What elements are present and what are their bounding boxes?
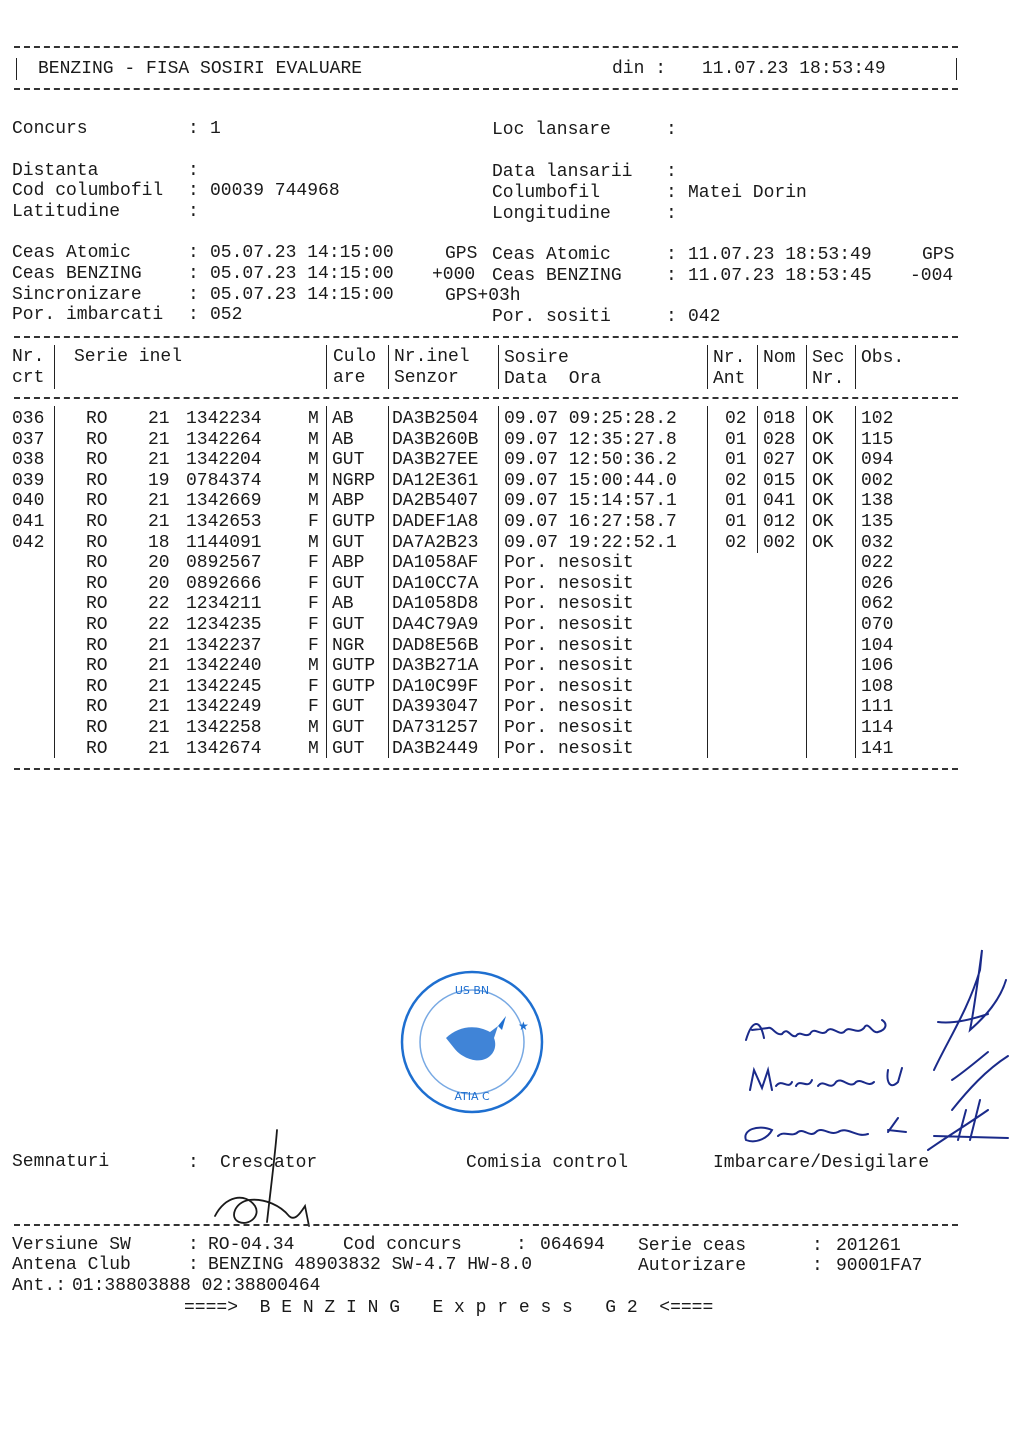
row-sex: M	[308, 718, 319, 738]
row-color: ABP	[332, 491, 365, 512]
columbofil-value: Matei Dorin	[688, 183, 807, 203]
col-sec-header-2: Nr.	[812, 369, 845, 389]
row-year: 21	[148, 676, 170, 697]
imbarcati-value: 052	[210, 305, 243, 325]
commission-signatures	[738, 940, 1018, 1170]
sositi-sep: :	[666, 307, 677, 327]
row-sosire: 09.07 15:14:57.1	[504, 491, 677, 512]
table-row	[0, 512, 1024, 533]
row-sensor: DA393047	[392, 697, 479, 718]
row-color: GUT	[332, 573, 365, 594]
row-sosire: Por. nesosit	[504, 594, 634, 615]
row-year: 21	[148, 738, 170, 759]
row-sensor: DA3B2504	[392, 409, 479, 429]
row-color: AB	[332, 409, 354, 429]
row-year: 18	[148, 532, 170, 553]
row-year: 21	[148, 491, 170, 512]
row-ring: 0784374	[186, 470, 262, 491]
table-row	[0, 677, 1024, 698]
ceas-atomic-label: Ceas Atomic	[12, 243, 131, 263]
distanta-sep: :	[188, 161, 199, 181]
row-sex: M	[308, 532, 319, 553]
row-sex: M	[308, 656, 319, 677]
row-sensor: DA3B27EE	[392, 450, 479, 471]
row-country: RO	[86, 470, 108, 491]
hdr-sep-1	[54, 345, 55, 389]
ceas-benzing-start-suffix: +000	[432, 265, 476, 285]
table-row	[0, 697, 1024, 718]
report-timestamp: 11.07.23 18:53:49	[702, 59, 886, 79]
row-obs: 070	[861, 615, 894, 635]
row-ring: 0892666	[186, 573, 262, 594]
association-stamp	[398, 968, 546, 1116]
sincronizare-suffix: GPS+03h	[445, 286, 521, 306]
row-sosire: Por. nesosit	[504, 615, 634, 635]
row-obs: 115	[861, 429, 894, 450]
table-row	[0, 471, 1024, 492]
row-sec: OK	[812, 512, 834, 532]
row-ring: 1234211	[186, 594, 262, 615]
antena-label: Antena Club	[12, 1255, 131, 1275]
row-sosire: Por. nesosit	[504, 697, 634, 718]
row-sec: OK	[812, 429, 834, 450]
table-row	[0, 409, 1024, 430]
row-country: RO	[86, 656, 108, 677]
header-right-bar	[956, 58, 957, 80]
row-sec: OK	[812, 491, 834, 512]
row-country: RO	[86, 450, 108, 471]
row-country: RO	[86, 635, 108, 656]
latitudine-label: Latitudine	[12, 202, 121, 222]
col-sec-header: Sec	[812, 348, 845, 368]
row-sex: M	[308, 470, 319, 491]
table-header-rule	[14, 397, 958, 399]
data-lansarii-label: Data lansarii	[492, 162, 633, 182]
col-culoare-header-2: are	[333, 368, 366, 388]
row-nr: 038	[12, 450, 45, 471]
row-sex: F	[308, 553, 319, 574]
row-obs: 114	[861, 718, 894, 738]
row-country: RO	[86, 532, 108, 553]
col-nrinel-header-2: Senzor	[394, 368, 459, 388]
benzing-express-banner: ====> B E N Z I N G E x p r e s s G 2 <====	[184, 1298, 714, 1318]
table-row	[0, 533, 1024, 554]
ceas-atomic-end: 11.07.23 18:53:49	[688, 245, 872, 265]
columbofil-sep: :	[666, 183, 677, 203]
row-sensor: DA12E361	[392, 470, 479, 491]
table-row	[0, 491, 1024, 512]
hdr-sep-6	[757, 345, 758, 389]
row-year: 21	[148, 450, 170, 471]
row-year: 22	[148, 615, 170, 635]
row-ring: 1144091	[186, 532, 262, 553]
table-row	[0, 615, 1024, 636]
concurs-sep: :	[188, 119, 199, 139]
row-sosire: 09.07 16:27:58.7	[504, 512, 677, 532]
row-obs: 138	[861, 491, 894, 512]
row-sosire: Por. nesosit	[504, 676, 634, 697]
table-row	[0, 430, 1024, 451]
row-ring: 1342249	[186, 697, 262, 718]
row-ant: 01	[725, 491, 747, 512]
row-obs: 022	[861, 553, 894, 574]
hdr-sep-2	[326, 345, 327, 389]
versiune-value: RO-04.34	[208, 1235, 295, 1255]
row-sensor: DA10CC7A	[392, 573, 479, 594]
row-nr: 042	[12, 532, 45, 553]
ceas-atomic-end-suffix: GPS	[922, 245, 955, 265]
row-ring: 1342653	[186, 512, 262, 532]
row-color: GUTP	[332, 676, 376, 697]
col-sosire-header-2: Data Ora	[504, 369, 602, 389]
row-ring: 1342245	[186, 676, 262, 697]
hdr-sep-4	[498, 345, 499, 389]
row-obs: 111	[861, 697, 894, 718]
row-color: NGRP	[332, 470, 376, 491]
ceas-atomic-end-sep: :	[666, 245, 677, 265]
row-year: 21	[148, 409, 170, 429]
row-nom: 018	[763, 409, 796, 429]
row-color: AB	[332, 429, 354, 450]
row-year: 21	[148, 656, 170, 677]
row-color: GUT	[332, 718, 365, 738]
row-sec: OK	[812, 470, 834, 491]
din-label: din :	[612, 59, 667, 79]
table-bottom-rule	[14, 768, 958, 770]
row-obs: 032	[861, 532, 894, 553]
hdr-sep-7	[806, 345, 807, 389]
row-nr: 036	[12, 409, 45, 429]
row-sosire: Por. nesosit	[504, 656, 634, 677]
row-obs: 108	[861, 676, 894, 697]
row-ant: 01	[725, 512, 747, 532]
table-row	[0, 739, 1024, 760]
ceas-benzing-end: 11.07.23 18:53:45	[688, 266, 872, 286]
row-ant: 02	[725, 409, 747, 429]
row-ring: 1342237	[186, 635, 262, 656]
row-sosire: 09.07 19:22:52.1	[504, 532, 677, 553]
cod-concurs-value: 064694	[540, 1235, 605, 1255]
antena-value: BENZING 48903832 SW-4.7 HW-8.0	[208, 1255, 533, 1275]
row-sensor: DA3B2449	[392, 738, 479, 759]
table-row	[0, 718, 1024, 739]
row-sensor: DA1058AF	[392, 553, 479, 574]
row-sosire: 09.07 09:25:28.2	[504, 409, 677, 429]
row-ant: 01	[725, 429, 747, 450]
row-color: GUTP	[332, 656, 376, 677]
row-sensor: DA3B260B	[392, 429, 479, 450]
semnaturi-sep: :	[188, 1153, 199, 1173]
row-nr: 037	[12, 429, 45, 450]
row-sosire: Por. nesosit	[504, 573, 634, 594]
cod-columbofil-value: 00039 744968	[210, 181, 340, 201]
row-nom: 002	[763, 532, 796, 553]
table-row	[0, 636, 1024, 657]
ceas-atomic-end-label: Ceas Atomic	[492, 245, 611, 265]
row-sosire: 09.07 15:00:44.0	[504, 470, 677, 491]
comisia-control-label: Comisia control	[466, 1153, 629, 1173]
row-year: 21	[148, 718, 170, 738]
row-obs: 106	[861, 656, 894, 677]
loc-lansare-sep: :	[666, 120, 677, 140]
sositi-value: 042	[688, 307, 721, 327]
table-row	[0, 553, 1024, 574]
svg-text:US BN: US BN	[454, 984, 490, 997]
ant-label: Ant.:	[12, 1276, 67, 1296]
row-sex: F	[308, 573, 319, 594]
table-top-rule	[14, 336, 958, 338]
row-sec: OK	[812, 450, 834, 471]
row-sex: F	[308, 512, 319, 532]
row-sec: OK	[812, 409, 834, 429]
cod-concurs-label: Cod concurs	[343, 1235, 462, 1255]
ceas-benzing-end-sep: :	[666, 266, 677, 286]
row-country: RO	[86, 718, 108, 738]
row-sensor: DA1058D8	[392, 594, 479, 615]
row-nr: 039	[12, 470, 45, 491]
row-nom: 027	[763, 450, 796, 471]
table-row	[0, 656, 1024, 677]
breeder-signature	[205, 1126, 325, 1236]
row-sensor: DA4C79A9	[392, 615, 479, 635]
sincronizare-sep: :	[188, 285, 199, 305]
data-lansarii-sep: :	[666, 162, 677, 182]
col-culoare-header: Culo	[333, 347, 377, 367]
row-ant: 01	[725, 450, 747, 471]
row-color: GUT	[332, 738, 365, 759]
versiune-label: Versiune SW	[12, 1235, 131, 1255]
serie-ceas-value: 201261	[836, 1236, 901, 1256]
row-sex: M	[308, 738, 319, 759]
row-sex: F	[308, 635, 319, 656]
row-color: ABP	[332, 553, 365, 574]
row-obs: 135	[861, 512, 894, 532]
row-sec: OK	[812, 532, 834, 553]
svg-text:★: ★	[518, 1019, 529, 1033]
row-year: 19	[148, 470, 170, 491]
row-year: 20	[148, 573, 170, 594]
header-top-rule	[14, 46, 958, 48]
col-sosire-header: Sosire	[504, 348, 569, 368]
ceas-benzing-label: Ceas BENZING	[12, 264, 142, 284]
loc-lansare-label: Loc lansare	[492, 120, 611, 140]
row-year: 21	[148, 697, 170, 718]
columbofil-label: Columbofil	[492, 183, 601, 203]
row-obs: 026	[861, 573, 894, 594]
row-color: AB	[332, 594, 354, 615]
row-sex: F	[308, 676, 319, 697]
row-year: 21	[148, 635, 170, 656]
hdr-sep-5	[707, 345, 708, 389]
row-ant: 02	[725, 532, 747, 553]
hdr-sep-3	[388, 345, 389, 389]
longitudine-sep: :	[666, 204, 677, 224]
row-sosire: Por. nesosit	[504, 738, 634, 759]
longitudine-label: Longitudine	[492, 204, 611, 224]
concurs-label: Concurs	[12, 119, 88, 139]
row-ring: 1342669	[186, 491, 262, 512]
row-sosire: Por. nesosit	[504, 718, 634, 738]
col-serie-header: Serie inel	[74, 347, 183, 367]
row-sex: M	[308, 491, 319, 512]
svg-text:ATIA C: ATIA C	[454, 1090, 490, 1103]
row-country: RO	[86, 553, 108, 574]
cod-columbofil-sep: :	[188, 181, 199, 201]
row-nom: 012	[763, 512, 796, 532]
row-year: 22	[148, 594, 170, 615]
ceas-benzing-end-label: Ceas BENZING	[492, 266, 622, 286]
row-color: GUT	[332, 615, 365, 635]
row-ring: 1342204	[186, 450, 262, 471]
ceas-benzing-start: 05.07.23 14:15:00	[210, 264, 394, 284]
row-country: RO	[86, 512, 108, 532]
col-nom-header: Nom	[763, 348, 796, 368]
distanta-label: Distanta	[12, 161, 99, 181]
row-sensor: DA2B5407	[392, 491, 479, 512]
row-color: NGR	[332, 635, 365, 656]
row-sex: F	[308, 697, 319, 718]
header-bottom-rule	[14, 88, 958, 90]
row-sensor: DADEF1A8	[392, 512, 479, 532]
imbarcati-label: Por. imbarcati	[12, 305, 164, 325]
row-country: RO	[86, 615, 108, 635]
imbarcare-desigilare-label: Imbarcare/Desigilare	[713, 1153, 930, 1173]
sincronizare-value: 05.07.23 14:15:00	[210, 285, 394, 305]
row-obs: 102	[861, 409, 894, 429]
row-year: 21	[148, 429, 170, 450]
autorizare-sep: :	[812, 1256, 823, 1276]
row-ring: 1342240	[186, 656, 262, 677]
row-color: GUTP	[332, 512, 376, 532]
row-obs: 094	[861, 450, 894, 471]
row-sensor: DA3B271A	[392, 656, 479, 677]
row-color: GUT	[332, 450, 365, 471]
row-nom: 015	[763, 470, 796, 491]
row-country: RO	[86, 738, 108, 759]
row-obs: 141	[861, 738, 894, 759]
row-color: GUT	[332, 532, 365, 553]
row-ring: 1342258	[186, 718, 262, 738]
row-nom: 028	[763, 429, 796, 450]
semnaturi-label: Semnaturi	[12, 1152, 110, 1172]
row-sosire: 09.07 12:50:36.2	[504, 450, 677, 471]
imbarcati-sep: :	[188, 305, 199, 325]
row-ring: 1234235	[186, 615, 262, 635]
row-nr: 041	[12, 512, 45, 532]
concurs-value: 1	[210, 119, 221, 139]
row-sex: M	[308, 429, 319, 450]
antena-sep: :	[188, 1255, 199, 1275]
autorizare-value: 90001FA7	[836, 1256, 923, 1276]
row-ring: 1342264	[186, 429, 262, 450]
row-year: 21	[148, 512, 170, 532]
row-ant: 02	[725, 470, 747, 491]
row-sex: M	[308, 450, 319, 471]
row-country: RO	[86, 409, 108, 429]
ceas-atomic-start-suffix: GPS	[445, 244, 478, 264]
col-nrinel-header: Nr.inel	[394, 347, 470, 367]
table-row	[0, 594, 1024, 615]
header-left-bar	[16, 58, 17, 80]
row-ring: 0892567	[186, 553, 262, 574]
row-sosire: 09.07 12:35:27.8	[504, 429, 677, 450]
col-obs-header: Obs.	[861, 348, 905, 368]
table-row	[0, 450, 1024, 471]
ceas-atomic-sep: :	[188, 243, 199, 263]
row-sex: F	[308, 594, 319, 615]
row-obs: 062	[861, 594, 894, 615]
col-ant-header: Nr.	[713, 348, 746, 368]
row-sensor: DA731257	[392, 718, 479, 738]
col-nr-header: Nr.	[12, 347, 45, 367]
cod-concurs-sep: :	[516, 1235, 527, 1255]
row-sex: M	[308, 409, 319, 429]
col-nr-header-2: crt	[12, 368, 45, 388]
row-ring: 1342234	[186, 409, 262, 429]
row-sosire: Por. nesosit	[504, 635, 634, 656]
row-nr: 040	[12, 491, 45, 512]
autorizare-label: Autorizare	[638, 1256, 747, 1276]
row-year: 20	[148, 553, 170, 574]
row-nom: 041	[763, 491, 796, 512]
col-ant-header-2: Ant	[713, 369, 746, 389]
hdr-sep-8	[855, 345, 856, 389]
footer-top-rule	[14, 1224, 958, 1226]
latitudine-sep: :	[188, 202, 199, 222]
versiune-sep: :	[188, 1235, 199, 1255]
row-sensor: DA10C99F	[392, 676, 479, 697]
row-country: RO	[86, 697, 108, 718]
row-sex: F	[308, 615, 319, 635]
ant-value: 01:38803888 02:38800464	[72, 1276, 321, 1296]
row-country: RO	[86, 573, 108, 594]
ceas-benzing-sep: :	[188, 264, 199, 284]
cod-columbofil-label: Cod columbofil	[12, 181, 164, 201]
row-country: RO	[86, 491, 108, 512]
row-country: RO	[86, 429, 108, 450]
serie-ceas-label: Serie ceas	[638, 1236, 747, 1256]
table-row	[0, 574, 1024, 595]
ceas-benzing-end-suffix: -004	[910, 266, 954, 286]
row-ring: 1342674	[186, 738, 262, 759]
row-country: RO	[86, 594, 108, 615]
row-sensor: DA7A2B23	[392, 532, 479, 553]
row-country: RO	[86, 676, 108, 697]
row-color: GUT	[332, 697, 365, 718]
serie-ceas-sep: :	[812, 1236, 823, 1256]
row-obs: 002	[861, 470, 894, 491]
row-sosire: Por. nesosit	[504, 553, 634, 574]
document-title: BENZING - FISA SOSIRI EVALUARE	[38, 59, 363, 79]
row-obs: 104	[861, 635, 894, 656]
sincronizare-label: Sincronizare	[12, 285, 142, 305]
sositi-label: Por. sositi	[492, 307, 611, 327]
crescator-label: Crescator	[220, 1153, 318, 1173]
ceas-atomic-start: 05.07.23 14:15:00	[210, 243, 394, 263]
row-sensor: DAD8E56B	[392, 635, 479, 656]
